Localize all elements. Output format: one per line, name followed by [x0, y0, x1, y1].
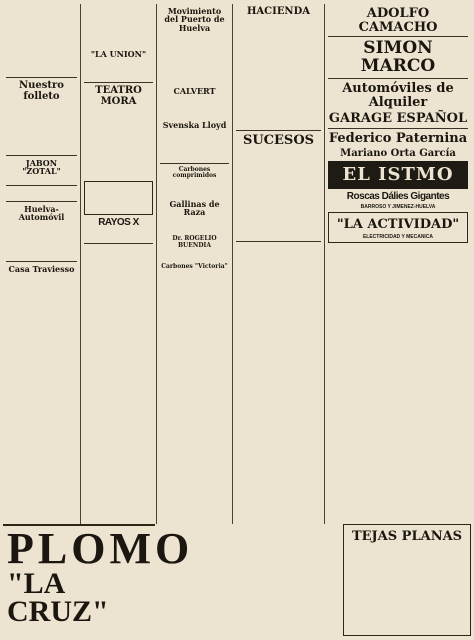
col1-line [6, 47, 77, 52]
sucesos-line [236, 234, 321, 239]
col3-line [160, 156, 229, 161]
huelva-line [6, 254, 77, 259]
paternina-title: Federico Paternina [328, 130, 468, 146]
simon-marco-title: SIMON MARCO [360, 38, 436, 77]
plomo-word: PLOMO [7, 524, 194, 573]
mariano-orta-title: Mariano Orta García [340, 147, 456, 159]
jabon-ad-title: JABON "ZOTAL" [22, 158, 61, 177]
col1-box-line [6, 70, 77, 75]
col3-line [160, 79, 229, 84]
mid-line [158, 537, 342, 542]
la-cruz-word: "LA CRUZ" [7, 567, 109, 628]
column-5-ads [325, 4, 471, 524]
divider [84, 243, 153, 244]
hacienda-title: HACIENDA [246, 6, 311, 17]
casa-line [6, 285, 77, 290]
col4-line [236, 123, 321, 128]
divider [236, 241, 321, 242]
casa-traviesso-title: Casa Traviesso [8, 263, 75, 274]
divider [6, 261, 77, 262]
sucesos-title: SUCESOS [242, 132, 315, 148]
col4-line [236, 75, 321, 80]
divider [328, 78, 468, 79]
divider [6, 201, 77, 202]
column-container [3, 4, 471, 524]
garage-espanol-title: GARAGE ESPAÑOL [328, 111, 468, 127]
plomo-la-cruz-ad [3, 524, 194, 636]
el-istmo-title: EL ISTMO [342, 164, 454, 186]
col3-line [160, 192, 229, 197]
union-line [84, 75, 153, 80]
col3-line [160, 113, 229, 118]
la-union-title: "LA UNION" [90, 49, 147, 59]
juan-line [236, 268, 321, 273]
bottom-middle-section [158, 524, 342, 636]
francisco-line [236, 255, 321, 260]
puerto-title: Movimiento del Puerto de Huelva [164, 6, 225, 33]
col2-bottom-line [84, 261, 153, 266]
carbones-title: Carbones comprimidos [172, 165, 217, 180]
ad-line [87, 207, 150, 212]
folleto-title: Nuestro folleto [19, 80, 64, 102]
divider [236, 130, 321, 131]
column-1 [3, 4, 81, 524]
col1-line [6, 125, 77, 130]
divider [6, 185, 77, 186]
divider [6, 77, 77, 78]
adolfo-camacho-title: ADOLFO CAMACHO [358, 6, 438, 35]
actividad-title: "LA ACTIVIDAD" [336, 217, 460, 233]
enf-line [6, 194, 77, 199]
huelva-auto-title: Huelva-Automóvil [18, 203, 65, 223]
column-2 [81, 4, 157, 524]
col3-line [160, 228, 229, 233]
tejas-title: TEJAS PLANAS [351, 529, 463, 544]
actividad-sub: ELECTRICIDAD Y MECANICA [362, 234, 434, 241]
ad-box [84, 181, 153, 215]
actividad-ad [328, 212, 468, 243]
col3-line [160, 282, 229, 287]
col1-line [6, 148, 77, 153]
barroso-line: BARROSO Y JIMENEZ-HUELVA [360, 204, 436, 211]
jabon-ad-sub [6, 178, 77, 183]
col2-line [84, 42, 153, 47]
el-istmo-banner [328, 161, 468, 189]
divider [6, 155, 77, 156]
teatro-line [84, 174, 153, 179]
column-4 [233, 4, 325, 524]
divider [84, 82, 153, 83]
rogelio-line [160, 256, 229, 261]
mid-juan-line [158, 550, 342, 555]
tejas-ad [343, 524, 471, 636]
divider [328, 128, 468, 129]
rogelio-title: Dr. ROGELIO BUENDIA [172, 235, 217, 249]
roscas-title: Roscas Dálies Gigantes [346, 190, 450, 202]
divider [160, 163, 229, 164]
ray-line [84, 236, 153, 241]
svenska-title: Svenska Lloyd [162, 119, 227, 130]
divider [328, 36, 468, 37]
rayos-x-title: RAYOS X [98, 217, 139, 229]
automoviles-alquiler-title: Automóviles de Alquiler [342, 80, 454, 110]
calvert-title: CALVERT [173, 86, 216, 97]
column-3 [157, 4, 233, 524]
teatro-mora-title: TEATRO MORA [95, 85, 142, 107]
gallinas-title: Gallinas de Raza [169, 198, 220, 217]
victoria-title: Carbones "Victoria" [161, 262, 228, 270]
